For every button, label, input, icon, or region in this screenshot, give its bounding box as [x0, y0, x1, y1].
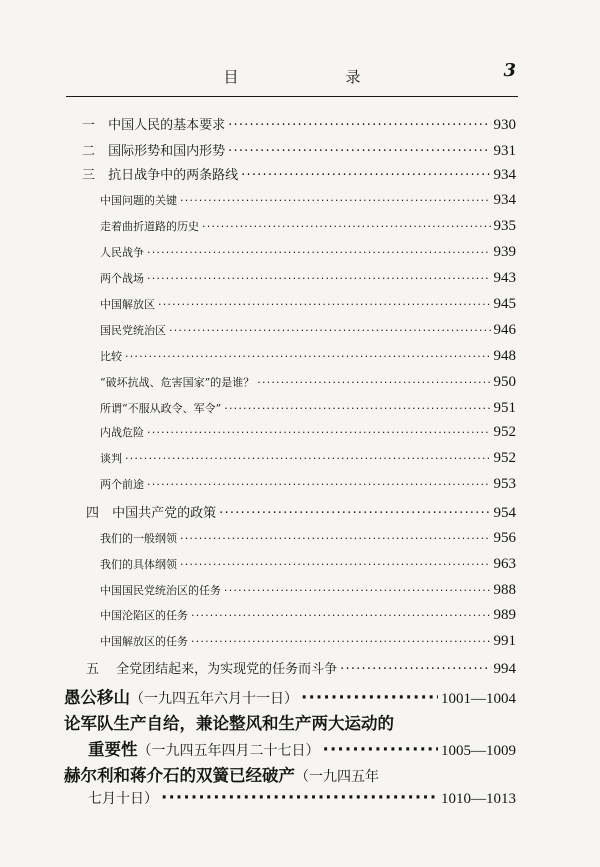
entry-page: 934	[493, 167, 516, 183]
toc-entry-subsection	[100, 607, 516, 624]
section-number: 二	[82, 144, 96, 159]
toc-entry-subsection	[100, 530, 516, 547]
leader-dots	[219, 506, 490, 521]
entry-title: 国民党统治区	[100, 324, 166, 337]
leader-dots	[228, 144, 490, 159]
leader-dots	[125, 350, 491, 363]
entry-page: 931	[493, 143, 516, 159]
leader-dots	[224, 402, 490, 415]
entry-title: 内战危险	[100, 426, 144, 439]
entry-title: 中国共产党的政策	[112, 506, 217, 521]
entry-page: 988	[493, 582, 516, 598]
entry-title: “破坏抗战、危害国家”的是谁？	[100, 376, 255, 389]
leader-dots	[191, 609, 491, 622]
toc-entry-subsection	[100, 450, 516, 467]
toc-entry-subsection	[100, 270, 516, 287]
section-number: 五	[86, 662, 100, 677]
entry-page: 950	[493, 374, 516, 390]
leader-dots	[147, 426, 491, 439]
leader-dots	[180, 532, 491, 545]
leader-dots	[224, 584, 491, 597]
page-title: 目 录	[223, 68, 407, 86]
page-number: 3	[503, 60, 516, 81]
entry-page: 939	[493, 244, 516, 260]
toc-entry-section-3	[82, 164, 516, 184]
section-number: 四	[86, 506, 100, 521]
entry-page: 956	[493, 530, 516, 546]
entry-title: 谈判	[100, 452, 122, 465]
toc-entry-section-4	[86, 502, 516, 522]
entry-page: 951	[493, 400, 516, 416]
toc-entry-subsection	[100, 218, 516, 235]
leader-dots	[147, 478, 491, 491]
entry-page: 963	[493, 556, 516, 572]
page-header	[66, 58, 518, 94]
entry-title: 所谓“不服从政令、军令”	[100, 402, 222, 415]
entry-title: 中国解放区	[100, 298, 155, 311]
entry-page: 1010—1013	[441, 791, 516, 807]
entry-page: 1001—1004	[441, 691, 516, 707]
header-rule	[66, 96, 518, 97]
entry-title: 两个战场	[100, 272, 144, 285]
entry-title: 中国国民党统治区的任务	[100, 584, 221, 597]
entry-page: 934	[493, 192, 516, 208]
entry-title: 赫尔利和蒋介石的双簧已经破产	[64, 766, 295, 785]
leader-dots	[180, 194, 491, 207]
toc-entry-subsection	[100, 296, 516, 313]
entry-title: 我们的一般纲领	[100, 532, 177, 545]
leader-dots	[301, 688, 438, 707]
toc-entry-subsection	[100, 424, 516, 441]
toc-entry-subsection	[100, 244, 516, 261]
toc-entry-article-title-line: 论军队生产自给，兼论整风和生产两大运动的	[64, 714, 394, 733]
entry-title: 中国人民的基本要求	[108, 118, 226, 133]
toc-entry-subsection	[100, 192, 516, 209]
leader-dots	[257, 376, 490, 389]
entry-page: 952	[493, 424, 516, 440]
entry-page: 952	[493, 450, 516, 466]
entry-date: （一九四五年四月二十七日）	[137, 743, 320, 759]
entry-page: 943	[493, 270, 516, 286]
toc-entry-subsection	[100, 348, 516, 365]
toc-entry-section-1	[82, 114, 516, 134]
leader-dots	[180, 558, 491, 571]
toc-entry-subsection	[100, 633, 516, 650]
entry-title: 两个前途	[100, 478, 144, 491]
entry-title: 比较	[100, 350, 122, 363]
toc-entry-article	[88, 788, 516, 808]
leader-dots	[191, 635, 491, 648]
section-number: 一	[82, 118, 96, 133]
entry-title: 国际形势和国内形势	[108, 144, 226, 159]
toc-entry-section-2	[82, 140, 516, 160]
entry-page: 1005—1009	[441, 743, 516, 759]
entry-title: 我们的具体纲领	[100, 558, 177, 571]
toc-entry-section-5	[86, 658, 516, 678]
leader-dots	[323, 740, 439, 759]
entry-date: （一九四五年六月十一日）	[130, 691, 298, 707]
entry-page: 930	[493, 117, 516, 133]
entry-page: 989	[493, 607, 516, 623]
toc-entry-article	[88, 736, 516, 760]
leader-dots	[202, 220, 491, 233]
toc-entry-subsection	[100, 476, 516, 493]
entry-title: 中国解放区的任务	[100, 635, 188, 648]
entry-date: （一九四五年	[295, 769, 379, 785]
entry-title: 中国问题的关键	[100, 194, 177, 207]
leader-dots	[241, 168, 490, 183]
leader-dots	[158, 298, 491, 311]
leader-dots	[161, 788, 438, 807]
leader-dots	[340, 662, 490, 677]
entry-date: 七月十日）	[88, 791, 158, 807]
entry-page: 991	[493, 633, 516, 649]
entry-page: 935	[493, 218, 516, 234]
entry-title: 全党团结起来，为实现党的任务而斗争	[116, 662, 338, 677]
toc-entry-subsection	[100, 400, 516, 417]
entry-title: 中国沦陷区的任务	[100, 609, 188, 622]
entry-page: 948	[493, 348, 516, 364]
leader-dots	[228, 118, 490, 133]
entry-title: 走着曲折道路的历史	[100, 220, 199, 233]
toc-entry-subsection	[100, 374, 516, 391]
entry-page: 953	[493, 476, 516, 492]
section-number: 三	[82, 168, 96, 183]
entry-title: 人民战争	[100, 246, 144, 259]
entry-title: 愚公移山	[64, 688, 130, 707]
entry-page: 946	[493, 322, 516, 338]
toc-entry-article-title-line	[64, 762, 379, 786]
entry-page: 945	[493, 296, 516, 312]
leader-dots	[125, 452, 491, 465]
toc-entry-subsection	[100, 582, 516, 599]
entry-title: 重要性	[88, 740, 138, 759]
leader-dots	[169, 324, 491, 337]
toc-entry-subsection	[100, 556, 516, 573]
leader-dots	[147, 272, 491, 285]
entry-page: 954	[493, 505, 516, 521]
toc-entry-article	[64, 684, 516, 708]
toc-entry-subsection	[100, 322, 516, 339]
entry-page: 994	[493, 661, 516, 677]
leader-dots	[147, 246, 491, 259]
entry-title: 抗日战争中的两条路线	[108, 168, 239, 183]
